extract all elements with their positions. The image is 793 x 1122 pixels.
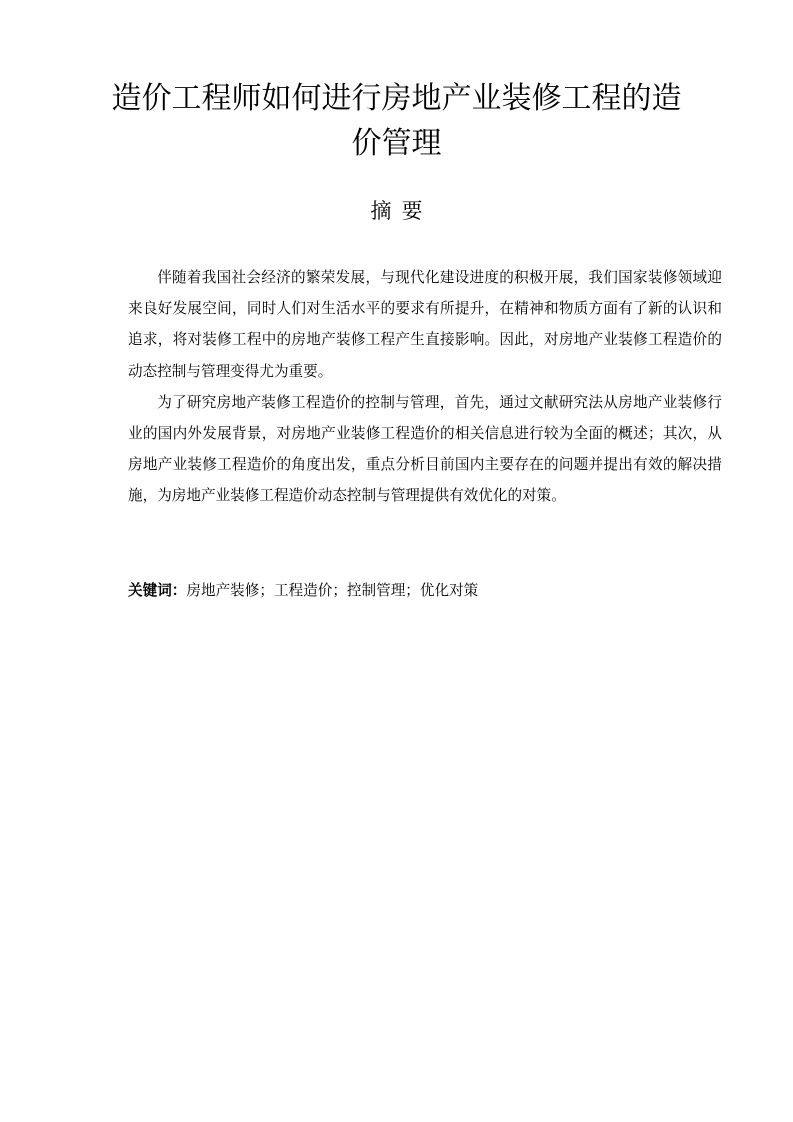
abstract-paragraph-1: 伴随着我国社会经济的繁荣发展，与现代化建设进度的积极开展，我们国家装修领域迎来良好发展空间，同时人们对生活水平的要求有所提升，在精神和物质方面有了新的认识和追求，将对装修工程中的房地产装修工程产生直接影响。因此，对房地产业装修工程造价的动态控制与管理变得尤为重要。 bbox=[128, 269, 722, 380]
keywords-line bbox=[128, 577, 722, 605]
document-title: 造价工程师如何进行房地产业装修工程的造价管理 bbox=[111, 81, 682, 161]
abstract-paragraph-2: 为了研究房地产装修工程造价的控制与管理，首先，通过文献研究法从房地产业装修行业的国内外发展背景，对房地产业装修工程造价的相关信息进行较为全面的概述；其次，从房地产业装修工程造价的角度出发，重点分析目前国内主要存在的问题并提出有效的解决措施，为房地产业装修工程造价动态控制与管理提供有效优化的对策。 bbox=[128, 393, 722, 505]
abstract-body bbox=[128, 262, 722, 512]
keywords-label: 关键词： bbox=[128, 582, 187, 599]
abstract-heading: 摘要 bbox=[370, 199, 433, 223]
keywords-value: 房地产装修；工程造价；控制管理；优化对策 bbox=[186, 582, 479, 599]
